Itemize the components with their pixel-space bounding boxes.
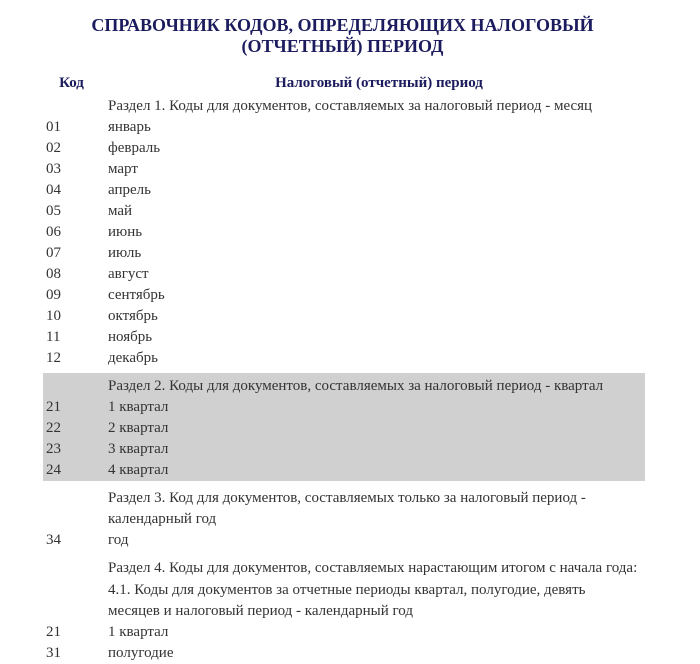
page-title-line-1: СПРАВОЧНИК КОДОВ, ОПРЕДЕЛЯЮЩИХ НАЛОГОВЫЙ xyxy=(91,15,594,35)
table-row xyxy=(35,348,650,369)
code-cell: 12 xyxy=(46,350,61,366)
table-row xyxy=(35,643,650,664)
page-title-line-2: (ОТЧЕТНЫЙ) ПЕРИОД xyxy=(241,36,444,56)
section-1 xyxy=(35,96,650,369)
table-row xyxy=(35,306,650,327)
table-row xyxy=(35,138,650,159)
period-cell: 3 квартал xyxy=(108,441,169,457)
table-row xyxy=(43,460,645,481)
code-cell: 34 xyxy=(46,532,61,548)
code-cell-empty xyxy=(43,376,108,397)
code-cell-empty xyxy=(35,488,108,530)
code-cell: 21 xyxy=(46,399,61,415)
code-cell-empty xyxy=(35,96,108,117)
period-cell: 2 квартал xyxy=(108,420,169,436)
code-cell: 03 xyxy=(46,161,61,177)
section-heading-row xyxy=(35,558,650,579)
code-cell: 05 xyxy=(46,203,61,219)
period-cell: декабрь xyxy=(108,350,158,366)
heading-line: Раздел 1. Коды для документов, составляемых за налоговый период - месяц xyxy=(108,98,593,114)
heading-line: месяцев и налоговый период - календарный год xyxy=(108,603,413,619)
code-cell: 21 xyxy=(46,624,61,640)
heading-line: Раздел 4. Коды для документов, составляемых нарастающим итогом с начала года: xyxy=(108,560,638,576)
section-subheading-row xyxy=(35,580,650,622)
heading-line: календарный год xyxy=(108,511,217,527)
section-subheading-text xyxy=(108,580,650,622)
period-cell: май xyxy=(108,203,133,219)
period-cell: 4 квартал xyxy=(108,462,169,478)
section-2 xyxy=(43,373,645,481)
heading-line: Раздел 3. Код для документов, составляемых только за налоговый период - xyxy=(108,490,586,506)
code-cell: 11 xyxy=(46,329,61,345)
code-cell-empty xyxy=(35,580,108,622)
section-heading-row xyxy=(35,96,650,117)
period-cell: октябрь xyxy=(108,308,158,324)
heading-line: 4.1. Коды для документов за отчетные периоды квартал, полугодие, девять xyxy=(108,582,586,598)
heading-line: Раздел 2. Коды для документов, составляемых за налоговый период - квартал xyxy=(108,378,604,394)
table-sections xyxy=(35,96,650,664)
table-row xyxy=(35,222,650,243)
period-cell: июль xyxy=(108,245,142,261)
table-row xyxy=(35,327,650,348)
table-header-row xyxy=(35,73,650,94)
section-heading-text xyxy=(108,558,650,579)
section-4 xyxy=(35,558,650,664)
table-row xyxy=(35,622,650,643)
table-row xyxy=(43,418,645,439)
section-heading-row xyxy=(35,488,650,530)
table-row xyxy=(35,201,650,222)
section-3 xyxy=(35,488,650,551)
period-cell: полугодие xyxy=(108,645,174,661)
code-cell: 24 xyxy=(46,462,61,478)
tax-period-codes-table xyxy=(35,73,650,664)
period-cell: год xyxy=(108,532,129,548)
table-row xyxy=(35,285,650,306)
code-cell-empty xyxy=(35,558,108,579)
table-row xyxy=(35,243,650,264)
period-cell: август xyxy=(108,266,149,282)
period-cell: 1 квартал xyxy=(108,399,169,415)
period-cell: сентябрь xyxy=(108,287,165,303)
code-cell: 09 xyxy=(46,287,61,303)
table-row xyxy=(43,439,645,460)
period-column-header: Налоговый (отчетный) период xyxy=(275,75,483,91)
page-title xyxy=(35,0,650,57)
code-column-header: Код xyxy=(59,75,84,91)
section-heading-text xyxy=(108,376,645,397)
code-cell: 23 xyxy=(46,441,61,457)
period-cell: март xyxy=(108,161,138,177)
period-cell: апрель xyxy=(108,182,151,198)
section-heading-text xyxy=(108,488,650,530)
period-cell: 1 квартал xyxy=(108,624,169,640)
table-row xyxy=(35,180,650,201)
section-heading-text xyxy=(108,96,650,117)
period-cell: февраль xyxy=(108,140,161,156)
code-cell: 08 xyxy=(46,266,61,282)
code-cell: 04 xyxy=(46,182,61,198)
table-row xyxy=(35,530,650,551)
table-row xyxy=(35,159,650,180)
section-heading-row xyxy=(43,376,645,397)
period-cell: июнь xyxy=(108,224,143,240)
table-row xyxy=(43,397,645,418)
code-cell: 31 xyxy=(46,645,61,661)
code-cell: 02 xyxy=(46,140,61,156)
code-cell: 22 xyxy=(46,420,61,436)
period-cell: январь xyxy=(108,119,151,135)
period-cell: ноябрь xyxy=(108,329,153,345)
code-cell: 10 xyxy=(46,308,61,324)
code-cell: 06 xyxy=(46,224,61,240)
code-cell: 07 xyxy=(46,245,61,261)
table-row xyxy=(35,264,650,285)
table-row xyxy=(35,117,650,138)
code-cell: 01 xyxy=(46,119,61,135)
